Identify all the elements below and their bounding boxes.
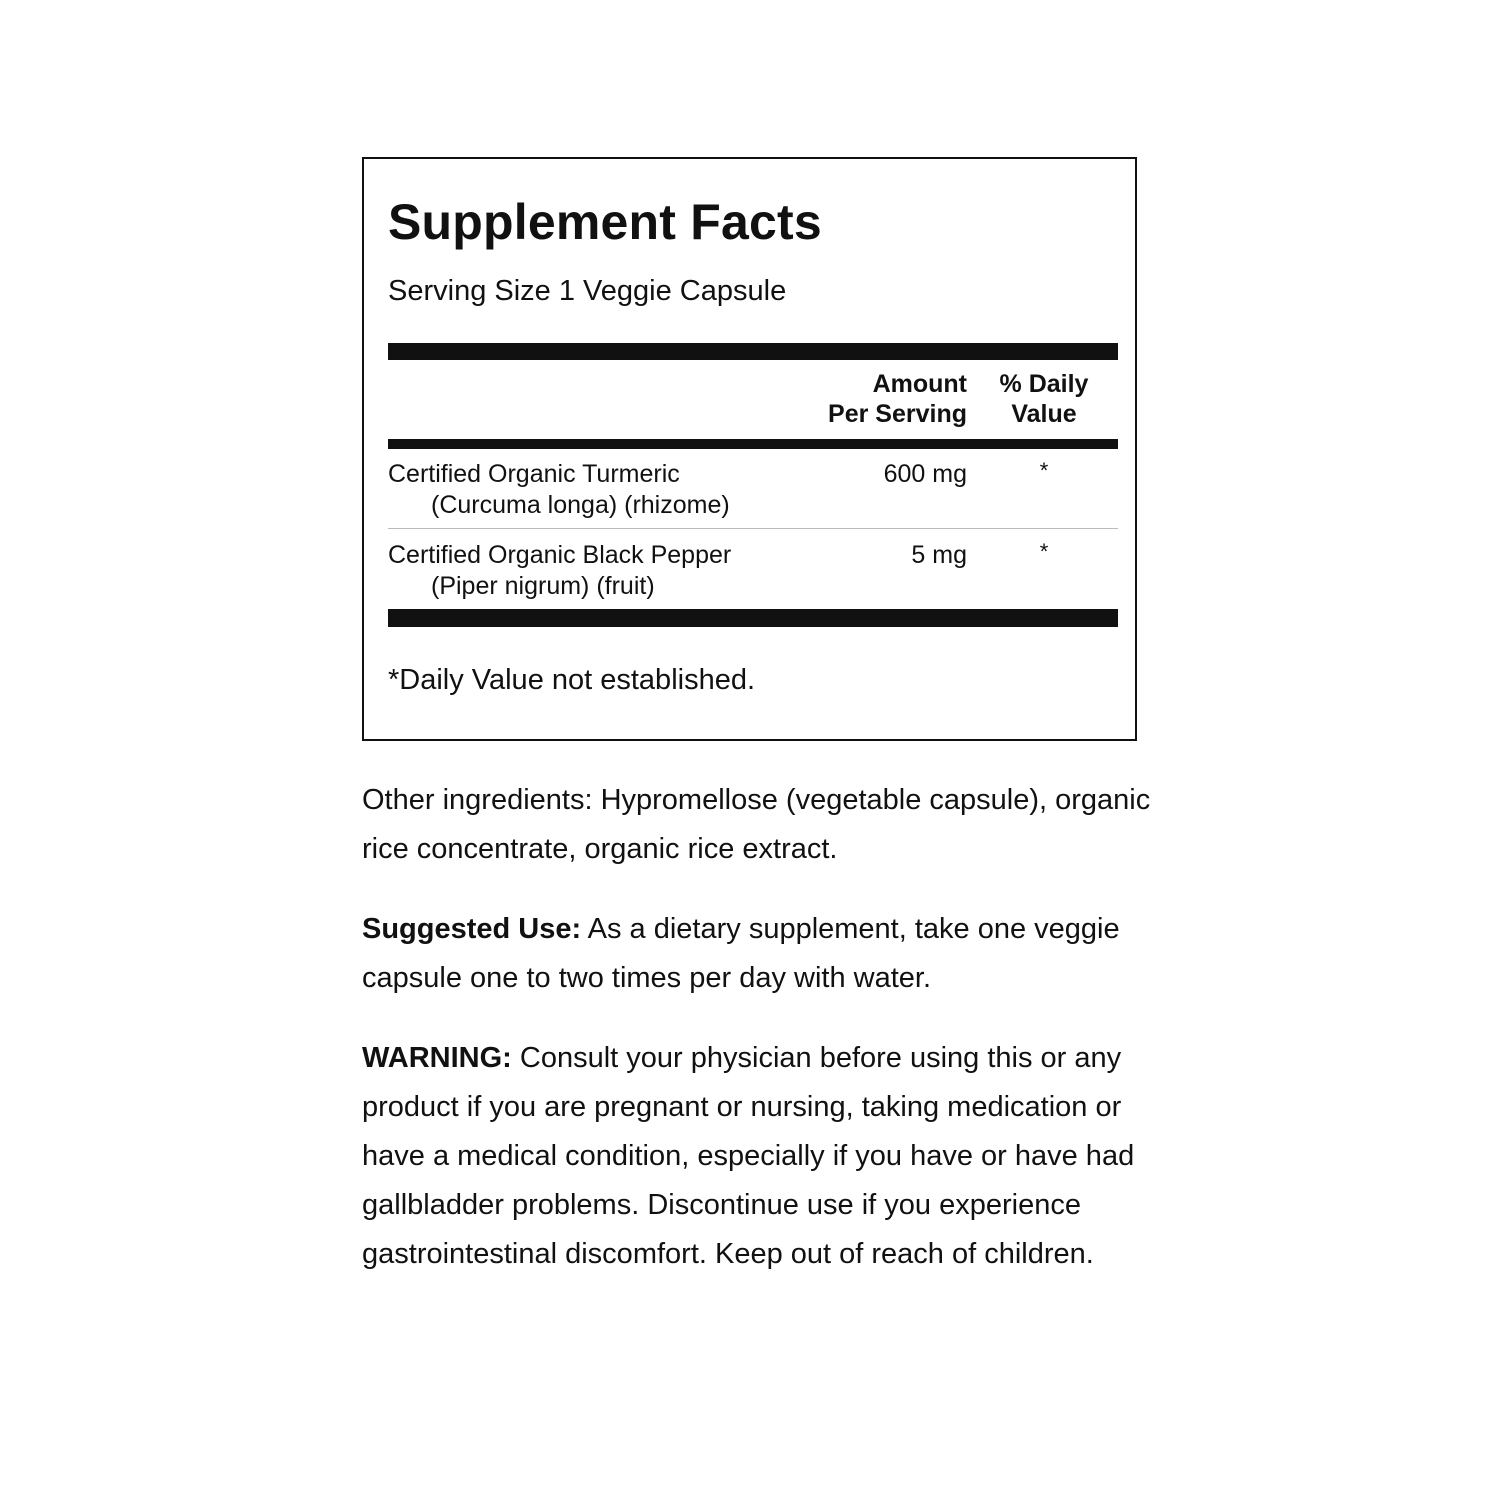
ingredient-amount: 5 mg xyxy=(911,541,967,569)
suggested-use-paragraph xyxy=(362,905,1152,1003)
warning-paragraph xyxy=(362,1034,1152,1279)
ingredient-daily-value: * xyxy=(1039,539,1049,564)
daily-value-footnote: *Daily Value not established. xyxy=(388,664,756,696)
ingredient-source: (Curcuma longa) (rhizome) xyxy=(431,491,730,519)
warning-label: WARNING: xyxy=(362,1042,512,1074)
amount-per-serving-header xyxy=(828,369,967,429)
warning-text: Consult your physician before using this or any product if you are pregnant or nursing, taking medication or have a medical condition, especially if you have or have had gallbladder problems. Discontinue use if you experience gastrointestinal discomfort. Keep out of reach of children. xyxy=(362,1042,1135,1270)
daily-value-header xyxy=(996,369,1092,429)
ingredient-name: Certified Organic Black Pepper xyxy=(388,541,732,569)
thin-row-divider xyxy=(388,528,1118,529)
serving-size: Serving Size 1 Veggie Capsule xyxy=(388,275,787,307)
supplement-facts-panel xyxy=(362,157,1137,741)
amount-header-line1: Amount xyxy=(872,370,967,398)
dv-header-line2: Value xyxy=(1011,400,1077,428)
ingredient-row-turmeric xyxy=(388,459,730,521)
suggested-use-text: As a dietary supplement, take one veggie capsule one to two times per day with water. xyxy=(362,913,1120,994)
ingredient-daily-value: * xyxy=(1039,458,1049,483)
thick-divider-bottom xyxy=(388,609,1118,627)
ingredient-name: Certified Organic Turmeric xyxy=(388,460,680,488)
medium-divider xyxy=(388,439,1118,449)
facts-title: Supplement Facts xyxy=(388,194,822,250)
ingredient-row-black-pepper xyxy=(388,540,731,602)
ingredient-amount: 600 mg xyxy=(883,460,967,488)
ingredient-source: (Piper nigrum) (fruit) xyxy=(431,572,655,600)
suggested-use-label: Suggested Use: xyxy=(362,913,582,945)
amount-header-line2: Per Serving xyxy=(828,400,967,428)
thick-divider-top xyxy=(388,343,1118,360)
other-ingredients-text: Other ingredients: Hypromellose (vegetable capsule), organic rice concentrate, organic rice extract. xyxy=(362,784,1151,865)
dv-header-line1: % Daily xyxy=(999,370,1089,398)
